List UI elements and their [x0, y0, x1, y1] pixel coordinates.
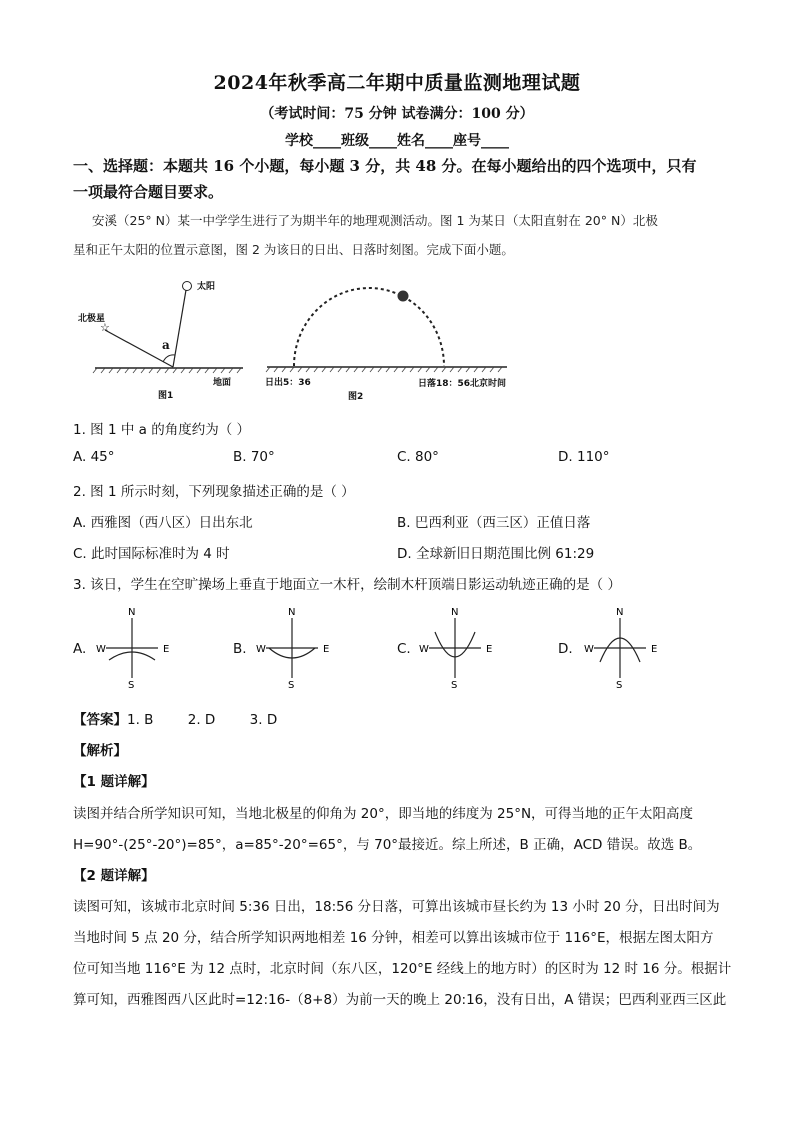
q1-option-c[interactable]: C. 80° [397, 449, 439, 465]
figure1-diagram [75, 272, 250, 390]
svg-text:S: S [616, 680, 623, 691]
q1-option-a[interactable]: A. 45° [73, 449, 115, 465]
svg-text:W: W [256, 644, 266, 655]
svg-text:E: E [651, 644, 658, 655]
svg-text:N: N [616, 607, 624, 618]
detail1-line2: H=90°-(25°-20°)=85°，a=85°-20°=65°，与 70°最接近。综上所述，B 正确，ACD 错误。故选 B。 [73, 837, 702, 853]
q3-option-d[interactable]: D. [558, 641, 573, 657]
q3-option-b[interactable]: B. [233, 641, 247, 657]
svg-text:N: N [288, 607, 296, 618]
detail1-label: 【1 题详解】 [73, 774, 155, 790]
svg-text:N: N [451, 607, 459, 618]
q2-option-b[interactable]: B. 巴西利亚（西三区）正值日落 [397, 515, 591, 531]
detail2-line4: 算可知，西雅图西八区此时=12:16-（8+8）为前一天的晚上 20:16，没有日出，A 错误；巴西利亚西三区此 [73, 992, 727, 1008]
detail2-line1: 读图可知，该城市北京时间 5:36 日出，18:56 分日落，可算出该城市昼长约为 13 小时 20 分，日出时间为 [73, 899, 720, 915]
q2-option-a[interactable]: A. 西雅图（西八区）日出东北 [73, 515, 253, 531]
q3-compass-a [96, 604, 176, 692]
section-heading-line1: 一、选择题：本题共 16 个小题，每小题 3 分，共 48 分。在每小题给出的四个选项中，只有 [73, 157, 697, 175]
detail1-line1: 读图并结合所学知识可知，当地北极星的仰角为 20°，即当地的纬度为 25°N，可得当地的正午太阳高度 [73, 806, 694, 822]
figure2-diagram [262, 282, 512, 377]
detail2-line2: 当地时间 5 点 20 分，结合所学知识两地相差 16 分钟，相差可以算出该城市位于 116°E，根据左图太阳方 [73, 930, 714, 946]
page-title: 2024年秋季高二年期中质量监测地理试题 [213, 72, 581, 94]
q3-compass-b [256, 604, 336, 692]
ground-label: 地面 [213, 378, 232, 388]
svg-text:W: W [584, 644, 594, 655]
answer-line [73, 708, 277, 728]
angle-a-label: a [162, 338, 170, 352]
detail2-label: 【2 题详解】 [73, 868, 155, 884]
analysis-label: 【解析】 [73, 743, 127, 759]
exam-info: （考试时间：75 分钟 试卷满分：100 分） [260, 106, 534, 122]
east-label: E [163, 644, 170, 655]
q3-compass-d [584, 604, 664, 692]
figure1-caption: 图1 [158, 391, 174, 401]
svg-text:W: W [419, 644, 429, 655]
q2-option-d[interactable]: D. 全球新旧日期范围比例 61:29 [397, 546, 595, 562]
q1-option-b[interactable]: B. 70° [233, 449, 275, 465]
intro-line1: 安溪（25° N）某一中学学生进行了为期半年的地理观测活动。图 1 为某日（太阳直射在 20° N）北极 [92, 213, 658, 228]
svg-text:E: E [486, 644, 493, 655]
q1-option-d[interactable]: D. 110° [558, 449, 610, 465]
sun-label: 太阳 [197, 282, 216, 292]
detail2-line3: 位可知当地 116°E 为 12 点时，北京时间（东八区，120°E 经线上的地方时）的区时为 12 时 16 分。根据计 [73, 961, 732, 977]
sunset-label: 日落18：56北京时间 [418, 379, 507, 389]
student-info-line: 学校____班级____姓名____座号____ [285, 133, 509, 149]
sun-position-icon [398, 291, 409, 302]
q3-compass-c [419, 604, 499, 692]
south-label: S [128, 680, 135, 691]
figure2-caption: 图2 [348, 392, 364, 402]
q3-option-a[interactable]: A. [73, 641, 87, 657]
svg-text:S: S [451, 680, 458, 691]
section-heading-line2: 一项最符合题目要求。 [73, 183, 224, 201]
polaris-label: 北极星 [78, 314, 106, 324]
question-2-stem: 2. 图 1 所示时刻，下列现象描述正确的是（ ） [73, 484, 355, 500]
answer-text: 1. B 2. D 3. D [127, 712, 278, 728]
q2-option-c[interactable]: C. 此时国际标准时为 4 时 [73, 546, 230, 562]
svg-text:E: E [323, 644, 330, 655]
north-label: N [128, 607, 136, 618]
question-1-stem: 1. 图 1 中 a 的角度约为（ ） [73, 422, 250, 438]
polaris-star-icon: ☆ [100, 321, 110, 334]
svg-text:S: S [288, 680, 295, 691]
sunrise-label: 日出5：36 [265, 378, 311, 388]
west-label: W [96, 644, 106, 655]
q3-option-c[interactable]: C. [397, 641, 411, 657]
question-3-stem: 3. 该日，学生在空旷操场上垂直于地面立一木杆，绘制木杆顶端日影运动轨迹正确的是（ ） [73, 577, 621, 593]
answer-label: 【答案】 [73, 712, 127, 728]
intro-line2: 星和正午太阳的位置示意图，图 2 为该日的日出、日落时刻图。完成下面小题。 [73, 242, 514, 257]
